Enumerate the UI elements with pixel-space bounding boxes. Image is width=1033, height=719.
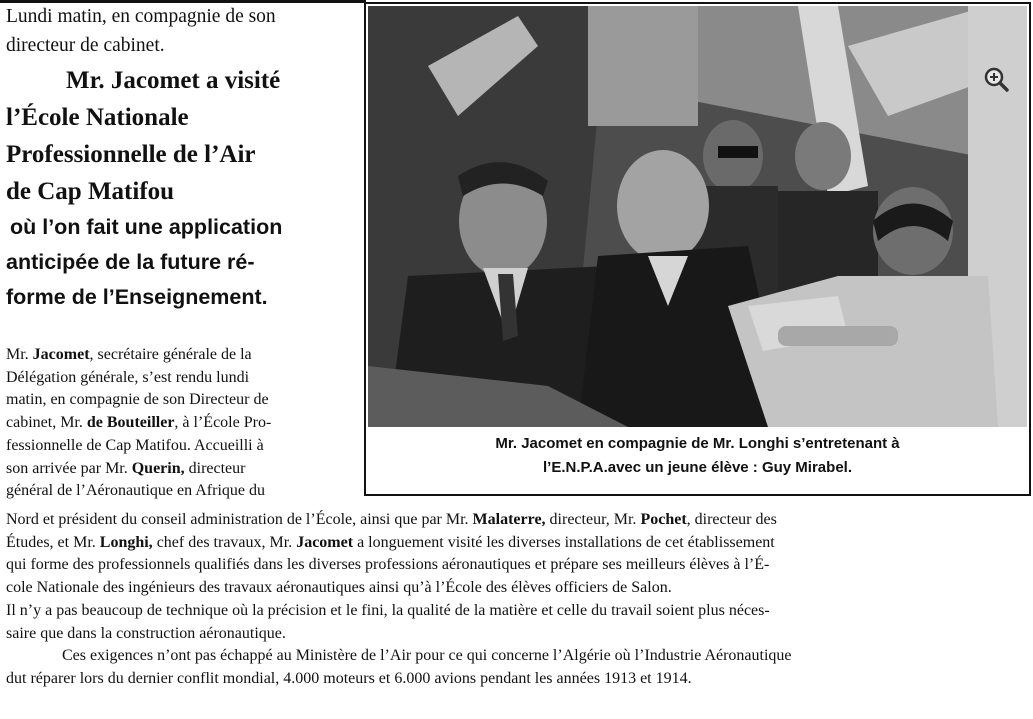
bold-name: Jacomet [32,346,90,363]
text-segment: directeur [184,459,246,477]
text-segment: directeur, Mr. [545,511,641,528]
text-line [6,577,1030,600]
text-line [6,367,362,390]
text-segment: , directeur des [686,511,777,528]
text-segment: Délégation générale, s’est rendu lundi [6,368,250,386]
top-line [6,2,362,60]
text-segment: Il n’y a pas beaucoup de technique où la précision et le fini, la qualité de la matière et celle du travail soient plus néces- [6,601,770,619]
magnifier-icon[interactable] [983,66,1009,97]
text-line [6,435,362,458]
caption-line-2: l’E.N.P.A.avec un jeune élève : Guy Mirabel. [542,459,852,476]
caption-line-1: Mr. Jacomet en compagnie de Mr. Longhi s’entretenant à [495,435,900,452]
headline-line: de Cap Matifou [6,178,175,205]
text-segment: saire que dans la construction aéronautique. [6,624,286,642]
text-line [6,554,1030,577]
text-line [6,412,362,435]
bold-name: Querin, [131,459,185,477]
text-segment: chef des travaux, Mr. [152,533,297,551]
bold-name: Jacomet [296,533,354,551]
text-line [6,645,1030,668]
bold-name: Pochet [640,511,687,528]
subheadline-line: anticipée de la future ré- [6,250,255,274]
bold-name: Longhi, [99,533,153,551]
headline-line: Professionnelle de l’Air [6,141,256,168]
subheadline-line: où l’on fait une application [10,215,283,239]
text-line [6,668,1030,691]
text-segment: son arrivée par Mr. [6,459,132,477]
text-segment: , à l’École Pro- [174,414,272,432]
article-body [6,509,1030,691]
headline [6,62,362,210]
text-line [6,480,362,503]
text-line [6,623,1030,646]
text-segment: cabinet, Mr. [6,414,87,432]
article-column [6,344,362,503]
text-segment: Études, et Mr. [6,533,100,551]
text-segment: Ces exigences n’ont pas échappé au Ministère de l’Air pour ce qui concerne l’Algérie où l’Industrie Aéronautique [62,647,792,665]
top-line-1: Lundi matin, en compagnie de son [6,6,276,27]
text-segment: fessionnelle de Cap Matifou. Accueilli à [6,436,264,454]
bold-name: de Bouteiller [86,414,175,432]
text-line [6,532,1030,555]
text-segment: général de l’Aéronautique en Afrique du [6,482,266,500]
text-line [6,389,362,412]
top-line-2: directeur de cabinet. [6,35,165,56]
text-segment: dut réparer lors du dernier conflit mondial, 4.000 moteurs et 6.000 avions pendant les années 1913 et 1914. [6,669,692,687]
photo-caption [366,432,1029,480]
text-line [6,458,362,481]
headline-line: l’École Nationale [6,104,189,131]
photo-frame [364,2,1031,496]
text-segment: Nord et président du conseil administration de l’École, ainsi que par Mr. [6,511,473,528]
text-segment: Mr. [6,346,33,363]
headline-line: Mr. Jacomet a visité [66,67,281,94]
subheadline-line: forme de l’Enseignement. [6,285,268,309]
text-segment: , secrétaire générale de la [89,346,252,363]
text-segment: qui forme des professionnels qualifiés dans les diverses professions aéronautiques et prépare ses meilleurs élèves à l’É- [6,556,770,574]
text-segment: cole Nationale des ingénieurs des travaux aéronautiques ainsi qu’à l’École des élèves officiers de Salon. [6,579,672,597]
text-segment: matin, en compagnie de son Directeur de [6,391,269,409]
bold-name: Malaterre, [472,511,546,528]
subheadline [6,210,362,315]
text-line [6,600,1030,623]
news-photo[interactable] [368,6,1027,427]
text-segment: a longuement visité les diverses installations de cet établissement [353,533,775,551]
text-line [6,344,362,367]
photo-illustration [368,6,1027,427]
text-line [6,509,1030,532]
